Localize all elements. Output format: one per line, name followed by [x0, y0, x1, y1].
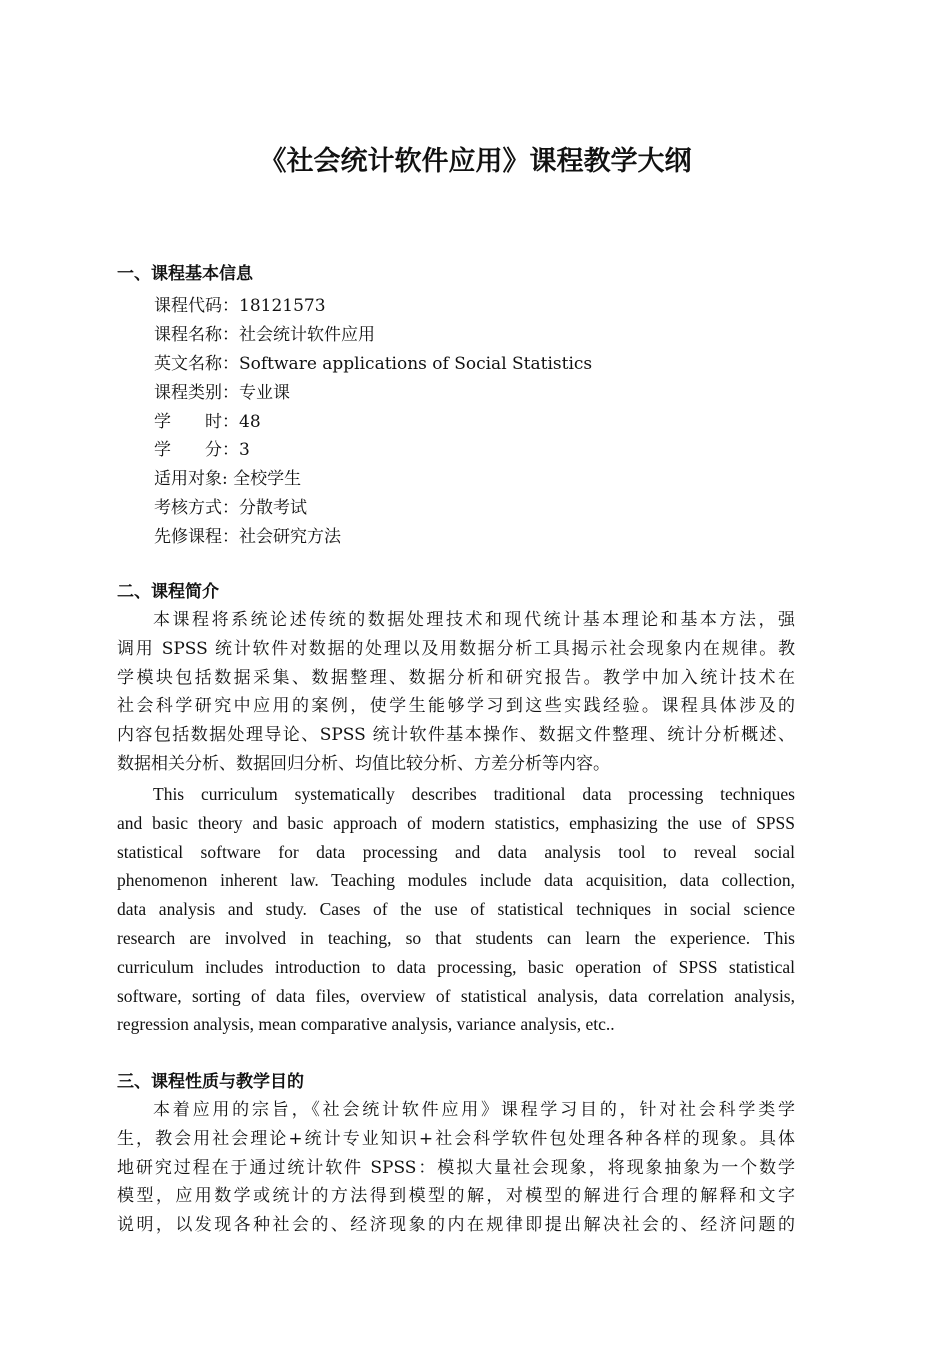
text-line: 生，教会用社会理论+统计专业知识+社会科学软件包处理各种各样的现象。具体	[117, 1128, 795, 1149]
text-line: 模型，应用数学或统计的方法得到模型的解，对模型的解进行合理的解释和文字	[117, 1186, 795, 1207]
text-line: regression analysis, mean comparative analysis, variance analysis, etc..	[117, 1014, 615, 1035]
section-heading-basic-info: 一、课程基本信息	[117, 264, 253, 284]
text-line: and basic theory and basic approach of modern statistics, emphasizing the use of SPSS	[117, 812, 795, 833]
text-line: 本课程将系统论述传统的数据处理技术和现代统计基本理论和基本方法，强	[153, 610, 795, 630]
section-heading-introduction: 二、课程简介	[117, 582, 219, 602]
text-line: curriculum includes introduction to data processing, basic operation of SPSS statistical	[117, 956, 795, 977]
introduction-chinese-paragraph	[117, 606, 795, 779]
info-credits: 学 分：3	[154, 440, 250, 461]
course-nature-paragraph	[117, 1096, 795, 1240]
info-prerequisite: 先修课程：社会研究方法	[154, 527, 341, 548]
introduction-english-paragraph	[117, 780, 795, 1039]
course-info-list	[154, 292, 592, 552]
info-hours: 学 时：48	[154, 411, 261, 432]
text-line: 社会科学研究中应用的案例，使学生能够学习到这些实践经验。课程具体涉及的	[117, 696, 795, 717]
text-line: phenomenon inherent law. Teaching modules include data acquisition, data collection,	[117, 870, 795, 891]
text-line: statistical software for data processing and data analysis tool to reveal social	[117, 841, 795, 862]
text-line: 学模块包括数据采集、数据整理、数据分析和研究报告。教学中加入统计技术在	[117, 667, 795, 688]
text-line: 数据相关分析、数据回归分析、均值比较分析、方差分析等内容。	[117, 753, 610, 774]
text-line: 本着应用的宗旨，《社会统计软件应用》课程学习目的，针对社会科学类学	[153, 1100, 795, 1120]
text-line: This curriculum systematically describes traditional data processing techniques	[153, 784, 795, 804]
info-course-code: 课程代码：18121573	[154, 296, 326, 316]
text-line: 调用 SPSS 统计软件对数据的处理以及用数据分析工具揭示社会现象内在规律。教	[117, 638, 795, 659]
info-english-name: 英文名称：Software applications of Social Statistics	[154, 353, 593, 374]
text-line: software, sorting of data files, overview of statistical analysis, data correlation analysis,	[117, 985, 795, 1006]
text-line: 说明，以发现各种社会的、经济现象的内在规律即提出解决社会的、经济问题的	[117, 1215, 795, 1236]
text-line: 内容包括数据处理导论、SPSS 统计软件基本操作、数据文件整理、统计分析概述、	[117, 725, 795, 746]
section-heading-course-nature: 三、课程性质与教学目的	[117, 1072, 304, 1092]
info-assessment: 考核方式：分散考试	[154, 498, 307, 519]
info-course-category: 课程类别：专业课	[154, 382, 290, 403]
info-course-name: 课程名称：社会统计软件应用	[154, 324, 375, 345]
text-line: research are involved in teaching, so that students can learn the experience. This	[117, 927, 795, 948]
text-line: data analysis and study. Cases of the use of statistical techniques in social science	[117, 899, 795, 920]
document-title: 《社会统计软件应用》课程教学大纲	[259, 146, 692, 177]
info-target-audience: 适用对象: 全校学生	[154, 469, 302, 490]
text-line: 地研究过程在于通过统计软件 SPSS：模拟大量社会现象，将现象抽象为一个数学	[117, 1157, 795, 1178]
